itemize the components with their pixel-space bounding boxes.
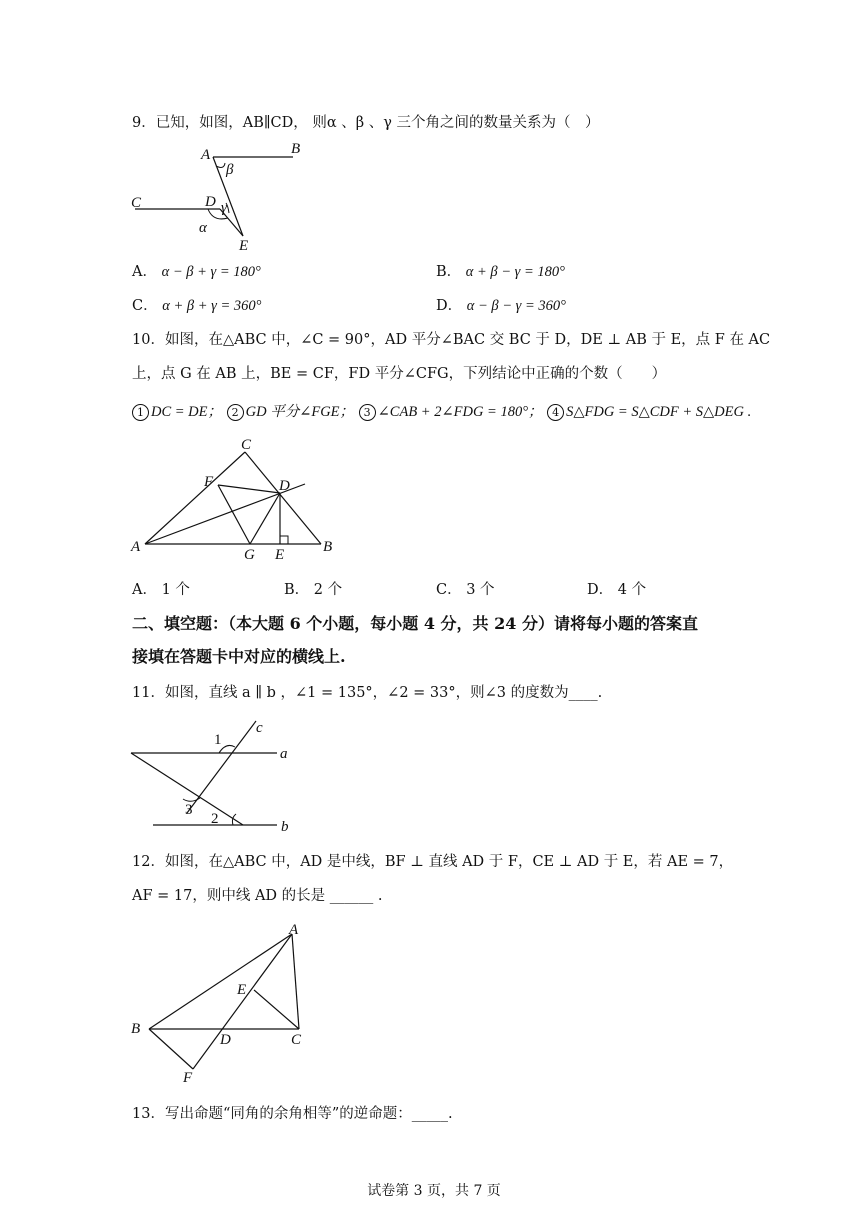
q12-figure [125,918,315,1086]
q11-stem: 11．如图，直线 a ∥ b ，∠1 = 135°，∠2 = 33°，则∠3 的度数为____. [132,685,603,701]
claim-4-number: 4 [547,404,564,421]
q10-claims: 1 DC = DE； 2 GD 平分∠FGE； 3 ∠CAB + 2∠FDG = 180°； 4 S△FDG = S△CDF + S△DEG . [132,402,751,422]
q9-label-D: D [205,194,216,210]
claim-3-number: 3 [359,404,376,421]
q9-option-C: C． α + β + γ = 360° [132,298,262,314]
section2-heading-line1: 二、填空题：（本大题 6 个小题，每小题 4 分，共 24 分）请将每小题的答案直 [132,614,698,633]
q10-stem-line2: 上，点 G 在 AB 上，BE = CF，FD 平分∠CFG，下列结论中正确的个数（ ） [132,366,667,382]
q10-option-B: B． 2 个 [284,582,343,598]
q12-label-E: E [237,982,247,998]
q10-option-D: D． 4 个 [587,582,647,598]
q9-label-gamma: γ [221,200,227,216]
q12-stem-line1: 12．如图，在△ABC 中，AD 是中线，BF ⊥ 直线 AD 于 F，CE ⊥ AD 于 E，若 AE = 7， [132,854,734,870]
q12-label-F: F [183,1070,193,1086]
q10-option-A: A． 1 个 [132,582,190,598]
q11-label-2: 2 [211,811,219,827]
q11-label-b: b [281,819,289,835]
q9-figure [125,140,305,255]
claim-2-number: 2 [227,404,244,421]
q10-label-F: F [204,474,214,490]
q10-label-D: D [279,478,290,494]
q9-label-E: E [239,238,249,254]
q10-label-C: C [241,438,252,453]
q11-label-c: c [256,720,263,736]
q11-label-3: 3 [185,802,193,818]
section2-heading-line2: 接填在答题卡中对应的横线上. [132,647,346,666]
q12-label-A: A [289,922,299,938]
q10-stem-line1: 10．如图，在△ABC 中，∠C = 90°，AD 平分∠BAC 交 BC 于 D，DE ⊥ AB 于 E，点 F 在 AC [132,332,771,348]
q11-label-a: a [280,746,288,762]
q10-label-B: B [323,539,333,555]
q12-label-D: D [220,1032,231,1048]
q9-label-A: A [201,147,211,163]
q13-stem: 13．写出命题“同角的余角相等”的逆命题：_____. [132,1106,453,1122]
q12-label-C: C [291,1032,302,1048]
q9-option-B: B． α + β − γ = 180° [436,264,565,280]
q12-stem-line2: AF = 17，则中线 AD 的长是 ______ . [132,888,383,904]
q9-label-alpha: α [199,220,207,236]
claim-1-number: 1 [132,404,149,421]
q11-label-1: 1 [214,732,222,748]
q9-label-C: C [131,195,142,211]
q9-label-B: B [291,141,301,157]
q9-option-D: D． α − β − γ = 360° [436,298,566,314]
q10-label-E: E [275,547,285,563]
q12-label-B: B [131,1021,141,1037]
q10-label-G: G [244,547,255,563]
q10-label-A: A [131,539,141,555]
q10-figure [125,438,350,568]
page-footer: 试卷第 3 页，共 7 页 [367,1183,501,1199]
q11-figure [125,712,305,837]
q9-stem: 9．已知，如图，AB∥CD， 则α 、β 、γ 三个角之间的数量关系为（ ） [132,115,600,131]
q9-label-beta: β [226,162,234,178]
q9-option-A: A． α − β + γ = 180° [132,264,261,280]
q10-option-C: C． 3 个 [436,582,495,598]
